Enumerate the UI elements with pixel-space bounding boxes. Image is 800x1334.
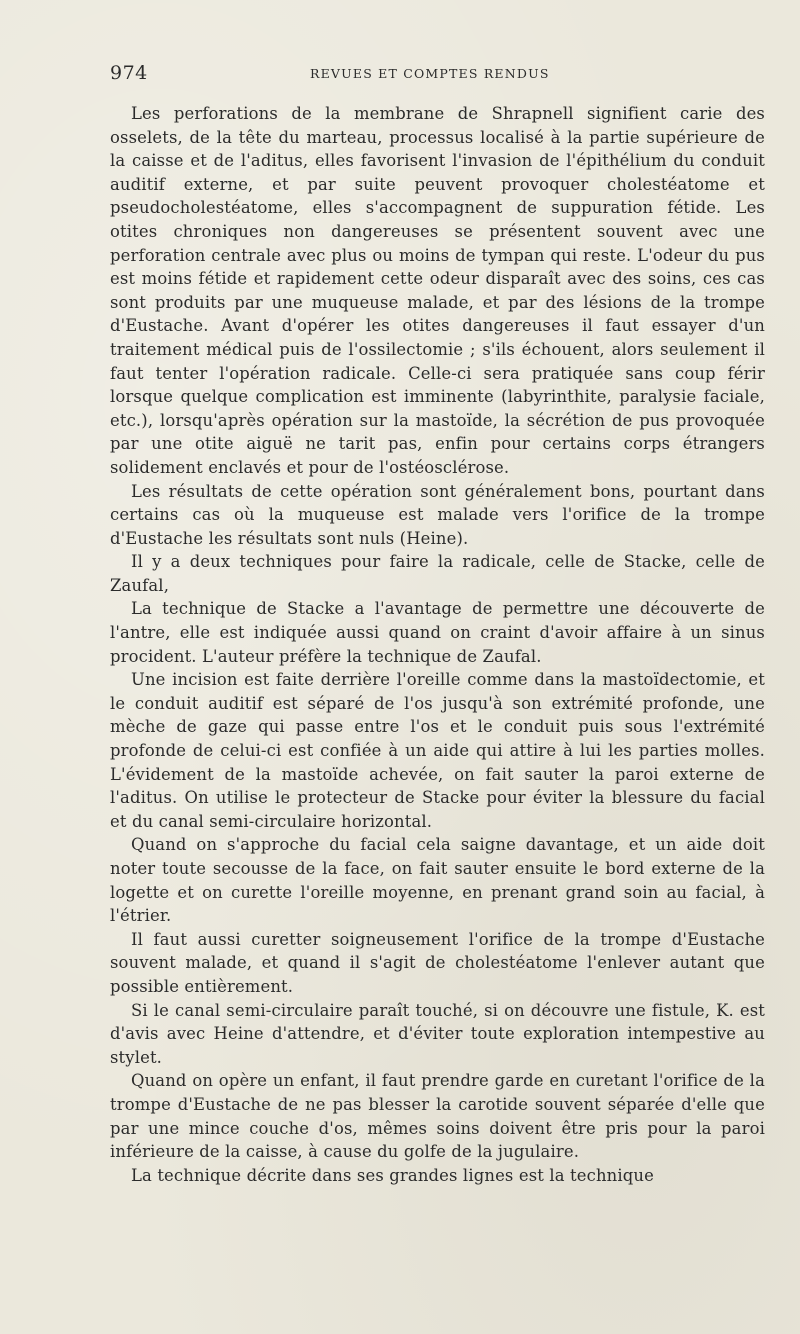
paragraph: Il faut aussi curetter soigneusement l'orifice de la trompe d'Eustache souvent malade, et quand il s'agit de cholestéatome l'enlever autant que possible entièrement. bbox=[110, 929, 765, 996]
running-title: REVUES ET COMPTES RENDUS bbox=[310, 66, 550, 81]
paragraph: Les résultats de cette opération sont généralement bons, pourtant dans certains cas où la muqueuse est malade vers l'orifice de la trompe d'Eustache les résultats sont nuls (Heine). bbox=[110, 481, 765, 548]
running-head bbox=[110, 62, 770, 86]
paragraph: Les perforations de la membrane de Shrapnell signifient carie des osselets, de la tête du marteau, processus localisé à la partie supérieure de la caisse et de l'aditus, elles favorisent l'invasion de l'épithélium du conduit auditif externe, et par suite peuvent provoquer cholestéatome et pseudocholestéatome, elles s'accompagnent de suppuration fétide. Les otites chroniques non dangereuses se présentent souvent avec une perforation centrale avec plus ou moins de tympan qui reste. L'odeur du pus est moins fétide et rapidement cette odeur disparaît avec des soins, ces cas sont produits par une muqueuse malade, et par des lésions de la trompe d'Eustache. Avant d'opérer les otites dangereuses il faut essayer d'un traitement médical puis de l'ossilectomie ; s'ils échouent, alors seulement il faut tenter l'opération radicale. Celle-ci sera pratiquée sans coup férir lorsque quelque complication est imminente (labyrinthite, paralysie faciale, etc.), lorsqu'après opération sur la mastoïde, la sécrétion de pus provoquée par une otite aiguë ne tarit pas, enfin pour certains corps étrangers solidement enclavés et pour de l'ostéosclérose. bbox=[110, 104, 765, 477]
paragraph: Une incision est faite derrière l'oreille comme dans la mastoïdectomie, et le conduit auditif est séparé de l'os jusqu'à son extrémité profonde, une mèche de gaze qui passe entre l'os et le conduit puis sous l'extrémité profonde de celui-ci est confiée à un aide qui attire à lui les parties molles. L'évidement de la mastoïde achevée, on fait sauter la paroi externe de l'aditus. On utilise le protecteur de Stacke pour éviter la blessure du facial et du canal semi-circulaire horizontal. bbox=[110, 670, 765, 831]
paragraph: La technique de Stacke a l'avantage de permettre une découverte de l'antre, elle est indiquée aussi quand on craint d'avoir affaire à un sinus procident. L'auteur préfère la technique de Zaufal. bbox=[110, 599, 765, 666]
paragraph: Quand on opère un enfant, il faut prendre garde en curetant l'orifice de la trompe d'Eustache de ne pas blesser la carotide souvent séparée d'elle que par une mince couche d'os, mêmes soins doivent être pris pour la paroi inférieure de la caisse, à cause du golfe de la jugulaire. bbox=[110, 1071, 765, 1162]
paragraph: Il y a deux techniques pour faire la radicale, celle de Stacke, celle de Zaufal, bbox=[110, 552, 765, 595]
page-number: 974 bbox=[110, 62, 148, 84]
body-text bbox=[110, 102, 765, 1187]
paragraph: La technique décrite dans ses grandes lignes est la technique bbox=[131, 1165, 654, 1185]
paragraph: Si le canal semi-circulaire paraît touché, si on découvre une fistule, K. est d'avis avec Heine d'attendre, et d'éviter toute exploration intempestive au stylet. bbox=[110, 1000, 765, 1067]
paragraph: Quand on s'approche du facial cela saigne davantage, et un aide doit noter toute secousse de la face, on fait sauter ensuite le bord externe de la logette et on curette l'oreille moyenne, en prenant grand soin au facial, à l'étrier. bbox=[110, 835, 765, 926]
